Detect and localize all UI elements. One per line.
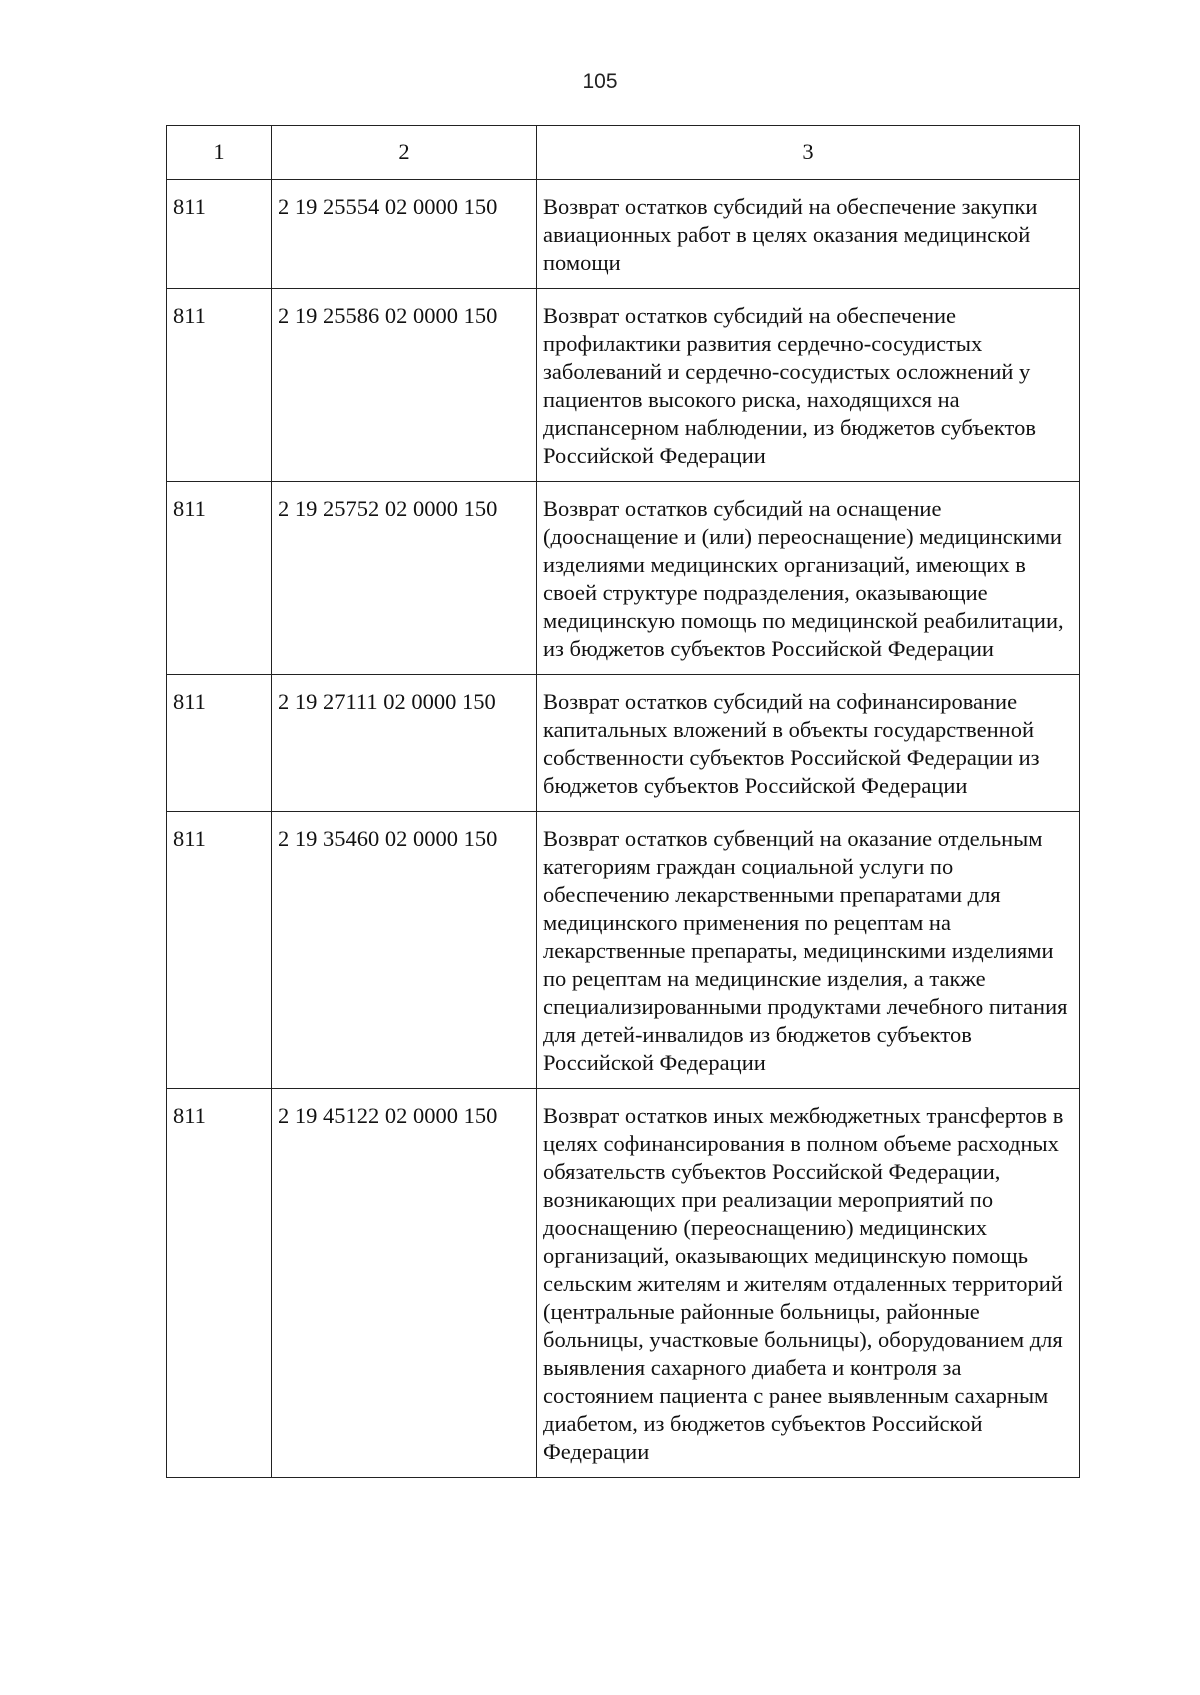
admin-code-cell: 811 bbox=[167, 482, 272, 675]
table-row bbox=[167, 812, 1080, 1089]
income-name-cell: Возврат остатков иных межбюджетных трансфертов в целях софинансирования в полном объеме расходных обязательств субъектов Российской Федерации, возникающих при реализации мероприятий по дооснащению (переоснащению) медицинских организаций, оказывающих медицинскую помощь сельским жителям и жителям отдаленных территорий (центральные районные больницы, районные больницы, участковые больницы), оборудованием для выявления сахарного диабета и контроля за состоянием пациента с ранее выявленным сахарным диабетом, из бюджетов субъектов Российской Федерации bbox=[537, 1089, 1080, 1478]
budget-code-cell: 2 19 35460 02 0000 150 bbox=[272, 812, 537, 1089]
table-row bbox=[167, 1089, 1080, 1478]
income-name-cell: Возврат остатков субсидий на обеспечение профилактики развития сердечно-сосудистых заболеваний и сердечно-сосудистых осложнений у пациентов высокого риска, находящихся на диспансерном наблюдении, из бюджетов субъектов Российской Федерации bbox=[537, 289, 1080, 482]
table-row bbox=[167, 180, 1080, 289]
budget-code-cell: 2 19 45122 02 0000 150 bbox=[272, 1089, 537, 1478]
admin-code-cell: 811 bbox=[167, 812, 272, 1089]
table-body bbox=[167, 180, 1080, 1478]
table-header bbox=[167, 126, 1080, 180]
column-header-2: 2 bbox=[272, 126, 537, 180]
admin-code-cell: 811 bbox=[167, 1089, 272, 1478]
budget-codes-table bbox=[166, 125, 1080, 1478]
page-number: 105 bbox=[582, 70, 618, 93]
column-header-3: 3 bbox=[537, 126, 1080, 180]
table-row bbox=[167, 675, 1080, 812]
admin-code-cell: 811 bbox=[167, 675, 272, 812]
table-row bbox=[167, 289, 1080, 482]
admin-code-cell: 811 bbox=[167, 289, 272, 482]
budget-code-cell: 2 19 25586 02 0000 150 bbox=[272, 289, 537, 482]
budget-code-cell: 2 19 27111 02 0000 150 bbox=[272, 675, 537, 812]
income-name-cell: Возврат остатков субсидий на оснащение (дооснащение и (или) переоснащение) медицинскими изделиями медицинских организаций, имеющих в своей структуре подразделения, оказывающие медицинскую помощь по медицинской реабилитации, из бюджетов субъектов Российской Федерации bbox=[537, 482, 1080, 675]
income-name-cell: Возврат остатков субсидий на обеспечение закупки авиационных работ в целях оказания медицинской помощи bbox=[537, 180, 1080, 289]
budget-code-cell: 2 19 25554 02 0000 150 bbox=[272, 180, 537, 289]
column-header-1: 1 bbox=[167, 126, 272, 180]
table-row bbox=[167, 482, 1080, 675]
budget-code-cell: 2 19 25752 02 0000 150 bbox=[272, 482, 537, 675]
income-name-cell: Возврат остатков субсидий на софинансирование капитальных вложений в объекты государственной собственности субъектов Российской Федерации из бюджетов субъектов Российской Федерации bbox=[537, 675, 1080, 812]
income-name-cell: Возврат остатков субвенций на оказание отдельным категориям граждан социальной услуги по обеспечению лекарственными препаратами для медицинского применения по рецептам на лекарственные препараты, медицинскими изделиями по рецептам на медицинские изделия, а также специализированными продуктами лечебного питания для детей-инвалидов из бюджетов субъектов Российской Федерации bbox=[537, 812, 1080, 1089]
header-row bbox=[167, 126, 1080, 180]
admin-code-cell: 811 bbox=[167, 180, 272, 289]
